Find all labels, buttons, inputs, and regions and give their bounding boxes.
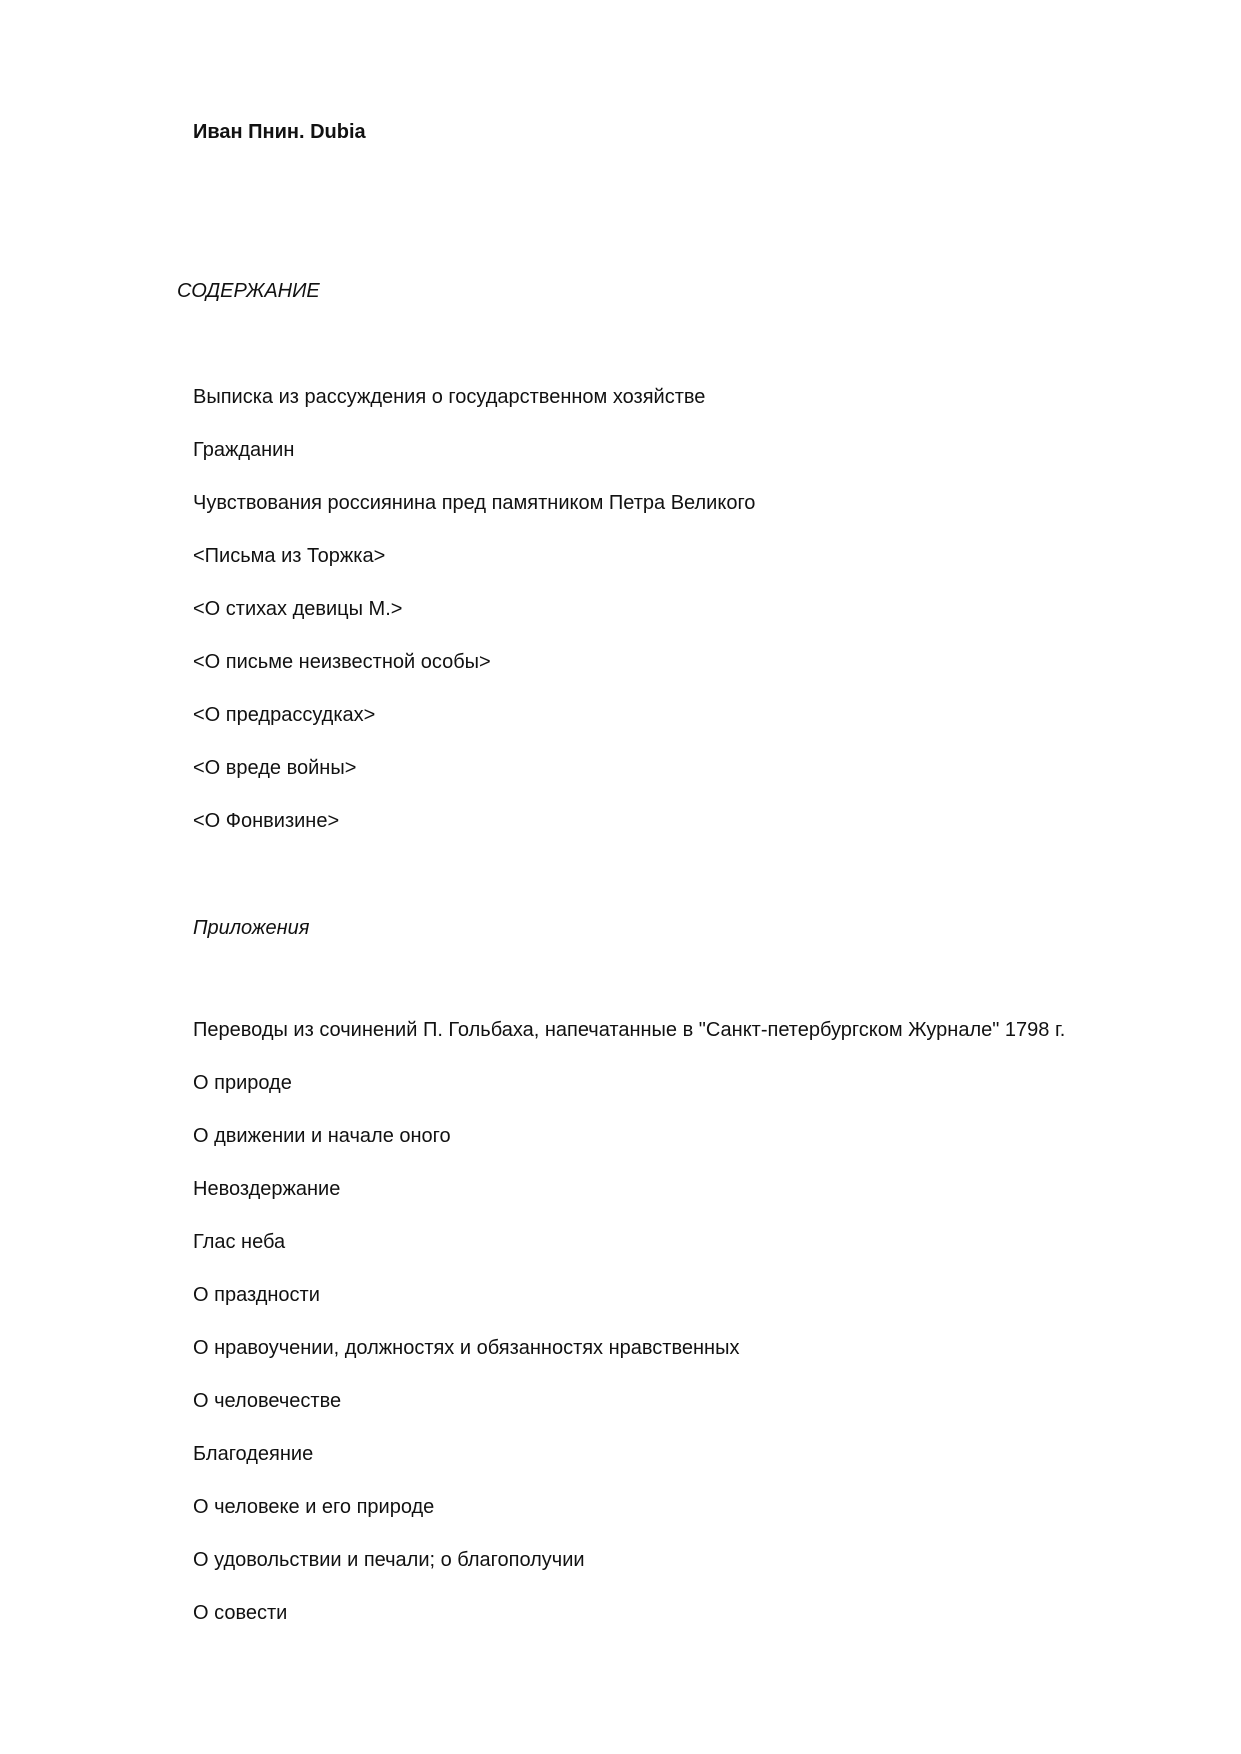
appendix-heading: Приложения: [193, 917, 310, 939]
toc-main-list: [193, 384, 755, 861]
appendix-item: О человеке и его природе: [193, 1496, 435, 1518]
appendix-item: О природе: [193, 1072, 292, 1094]
toc-item: <О Фонвизине>: [193, 810, 340, 832]
toc-item: <О вреде войны>: [193, 757, 357, 779]
toc-item: Гражданин: [193, 439, 295, 461]
appendix-item: О движении и начале оного: [193, 1125, 451, 1147]
appendix-item: О совести: [193, 1602, 288, 1624]
appendix-item: О праздности: [193, 1284, 320, 1306]
toc-item: <О письме неизвестной особы>: [193, 651, 491, 673]
toc-item: <Письма из Торжка>: [193, 545, 386, 567]
appendix-item: Глас неба: [193, 1231, 286, 1253]
appendix-item: Переводы из сочинений П. Гольбаха, напечатанные в "Санкт-петербургском Журнале" 1798 г.: [193, 1019, 1066, 1041]
toc-item: Чувствования россиянина пред памятником Петра Великого: [193, 492, 756, 514]
appendix-item: О нравоучении, должностях и обязанностях нравственных: [193, 1337, 740, 1359]
toc-item: Выписка из рассуждения о государственном хозяйстве: [193, 386, 706, 408]
toc-appendix-list: [193, 1017, 1065, 1653]
toc-heading: СОДЕРЖАНИЕ: [177, 280, 320, 302]
toc-item: <О предрассудках>: [193, 704, 376, 726]
appendix-item: Благодеяние: [193, 1443, 314, 1465]
appendix-item: О человечестве: [193, 1390, 342, 1412]
toc-item: <О стихах девицы М.>: [193, 598, 403, 620]
appendix-item: Невоздержание: [193, 1178, 341, 1200]
appendix-item: О удовольствии и печали; о благополучии: [193, 1549, 585, 1571]
document-title: Иван Пнин. Dubia: [193, 121, 366, 143]
